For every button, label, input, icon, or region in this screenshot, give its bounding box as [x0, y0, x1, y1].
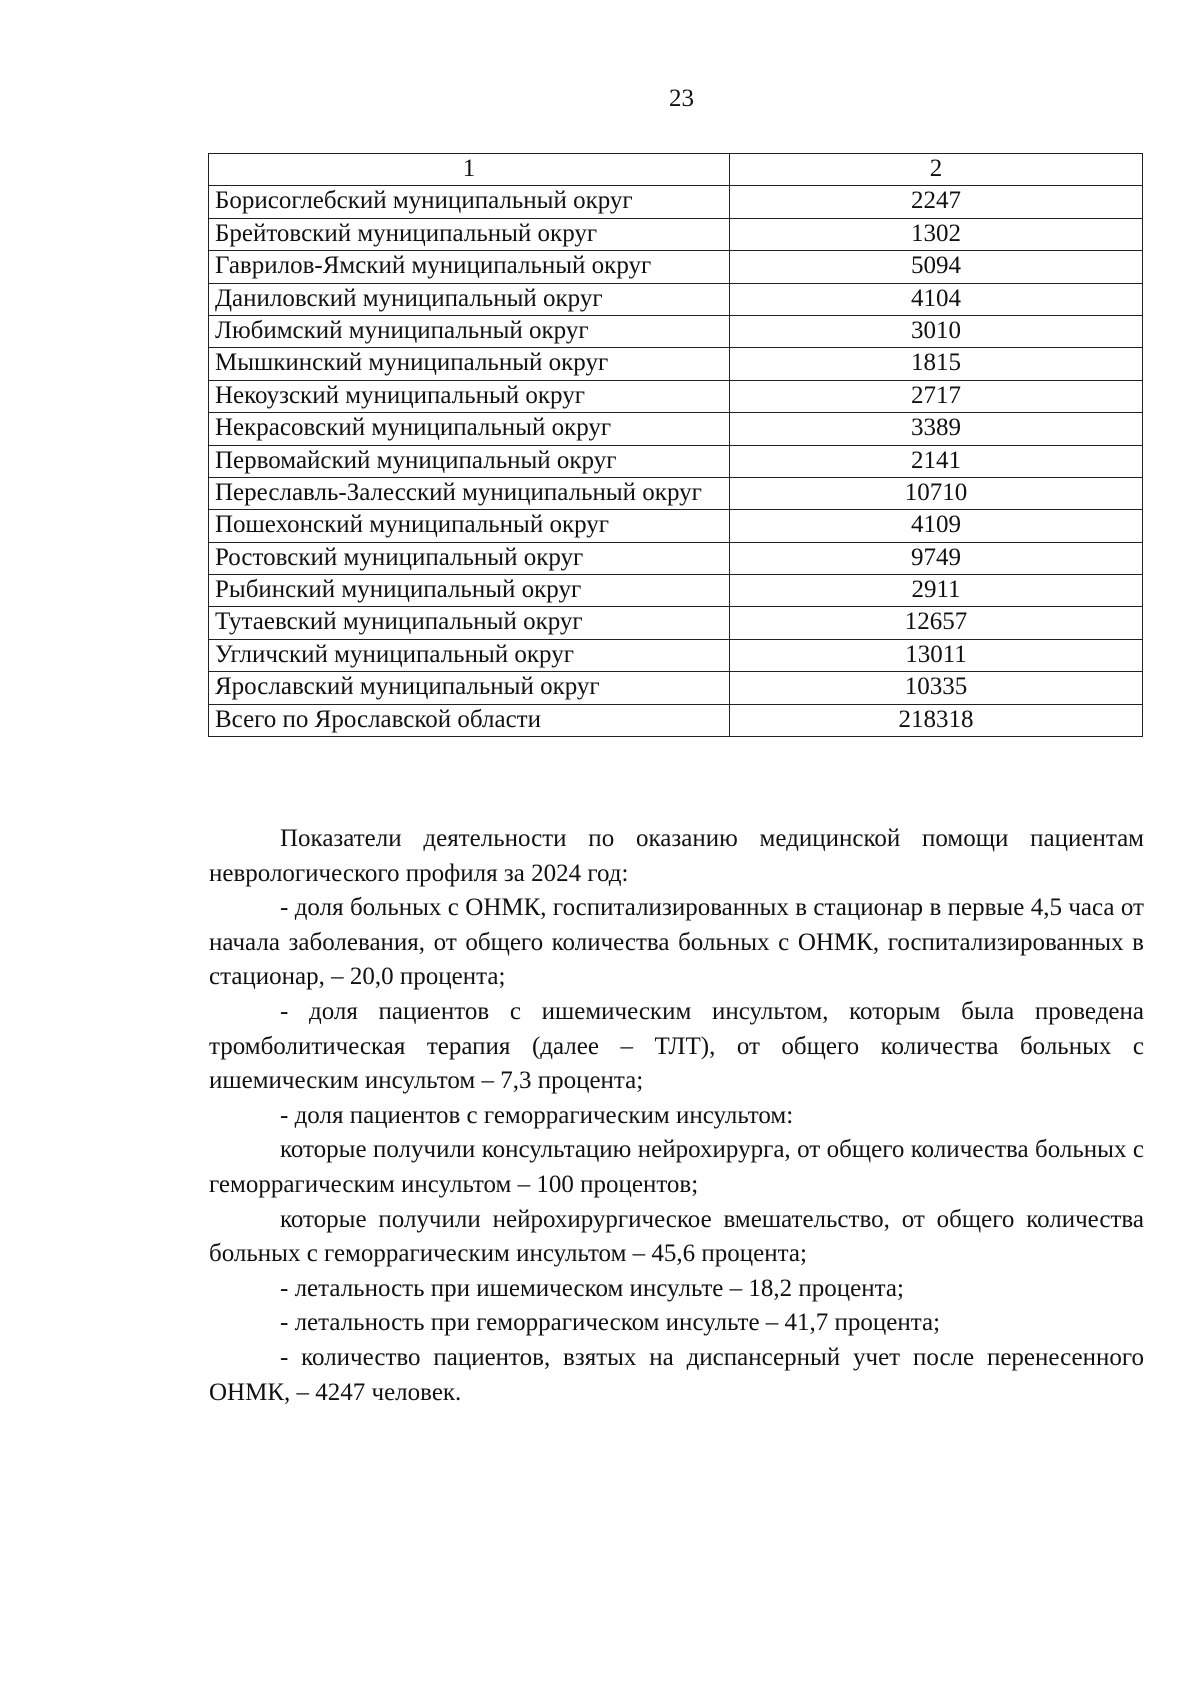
indicator-paragraph: - количество пациентов, взятых на диспансерный учет после перенесенного ОНМК, – 4247 человек.	[209, 1343, 1144, 1406]
district-value: 3010	[730, 315, 1143, 347]
intro-paragraph: Показатели деятельности по оказанию медицинской помощи пациентам неврологического профиля за 2024 год:	[209, 825, 1144, 887]
district-value: 2141	[730, 445, 1143, 477]
district-name: Гаврилов-Ямский муниципальный округ	[209, 251, 730, 283]
total-value: 218318	[730, 704, 1143, 736]
table-row	[209, 607, 1143, 639]
district-table	[208, 153, 1143, 737]
district-value: 5094	[730, 251, 1143, 283]
table-header-cell-2: 2	[730, 154, 1143, 186]
indicator-paragraph: которые получили консультацию нейрохирурга, от общего количества больных с геморрагическим инсультом – 100 процентов;	[209, 1136, 1144, 1198]
district-value: 9749	[730, 542, 1143, 574]
district-name: Некоузский муниципальный округ	[209, 380, 730, 412]
district-name: Борисоглебский муниципальный округ	[209, 186, 730, 218]
district-name: Ярославский муниципальный округ	[209, 672, 730, 704]
table-row	[209, 283, 1143, 315]
table-row	[209, 575, 1143, 607]
table-header-cell-1: 1	[209, 154, 730, 186]
district-value: 2717	[730, 380, 1143, 412]
table-row	[209, 218, 1143, 250]
table-row	[209, 380, 1143, 412]
district-name: Первомайский муниципальный округ	[209, 445, 730, 477]
table-row	[209, 348, 1143, 380]
district-name: Любимский муниципальный округ	[209, 315, 730, 347]
table-total-row	[209, 704, 1143, 736]
district-value: 2247	[730, 186, 1143, 218]
total-label: Всего по Ярославской области	[209, 704, 730, 736]
district-name: Даниловский муниципальный округ	[209, 283, 730, 315]
indicator-paragraph: которые получили нейрохирургическое вмешательство, от общего количества больных с геморрагическим инсультом – 45,6 процента;	[209, 1205, 1144, 1268]
table-row	[209, 186, 1143, 218]
district-value: 3389	[730, 413, 1143, 445]
table-row	[209, 413, 1143, 445]
district-name: Угличский муниципальный округ	[209, 639, 730, 671]
district-value: 10710	[730, 477, 1143, 509]
district-name: Мышкинский муниципальный округ	[209, 348, 730, 380]
indicator-paragraph: - летальность при ишемическом инсульте – 18,2 процента;	[280, 1274, 904, 1302]
table-row	[209, 542, 1143, 574]
page-number: 23	[669, 85, 694, 112]
table-row	[209, 445, 1143, 477]
table-header-row	[209, 154, 1143, 186]
district-name: Брейтовский муниципальный округ	[209, 218, 730, 250]
table-row	[209, 477, 1143, 509]
district-name: Переславль-Залесский муниципальный округ	[209, 477, 730, 509]
table-row	[209, 672, 1143, 704]
table-row	[209, 639, 1143, 671]
table-row	[209, 510, 1143, 542]
district-value: 13011	[730, 639, 1143, 671]
district-name: Некрасовский муниципальный округ	[209, 413, 730, 445]
indicator-paragraph: - доля пациентов с ишемическим инсультом, которым была проведена тромболитическая терапия (далее – ТЛТ), от общего количества больных с ишемическим инсультом – 7,3 процента;	[209, 997, 1144, 1095]
document-body	[209, 822, 1144, 1410]
district-value: 1302	[730, 218, 1143, 250]
district-value: 12657	[730, 607, 1143, 639]
district-name: Рыбинский муниципальный округ	[209, 575, 730, 607]
indicator-paragraph: - доля больных с ОНМК, госпитализированных в стационар в первые 4,5 часа от начала заболевания, от общего количества больных с ОНМК, госпитализированных в стационар, – 20,0 процента;	[209, 894, 1144, 991]
district-value: 4109	[730, 510, 1143, 542]
district-name: Тутаевский муниципальный округ	[209, 607, 730, 639]
district-value: 2911	[730, 575, 1143, 607]
district-name: Ростовский муниципальный округ	[209, 542, 730, 574]
indicator-paragraph: - доля пациентов с геморрагическим инсультом:	[280, 1101, 794, 1129]
district-value: 10335	[730, 672, 1143, 704]
table-row	[209, 251, 1143, 283]
district-name: Пошехонский муниципальный округ	[209, 510, 730, 542]
district-value: 1815	[730, 348, 1143, 380]
table-row	[209, 315, 1143, 347]
indicator-paragraph: - летальность при геморрагическом инсульте – 41,7 процента;	[280, 1309, 941, 1337]
district-value: 4104	[730, 283, 1143, 315]
